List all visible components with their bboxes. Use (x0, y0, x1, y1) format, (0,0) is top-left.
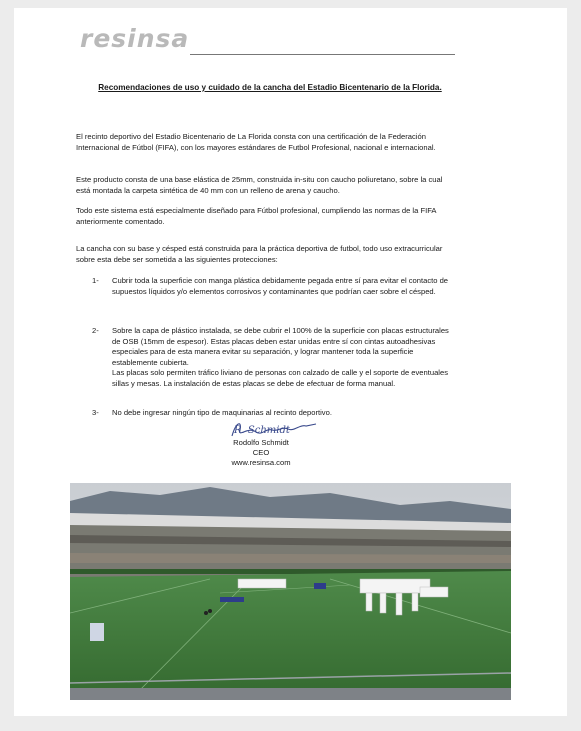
list-number: 2- (92, 326, 99, 335)
company-website: www.resinsa.com (231, 458, 291, 468)
list-text-continued: Las placas solo permiten tráfico liviano de personas con calzado de calle y el soporte de eventuales sillas y mesas. La instalación de estas placas se debe de efectuar de forma manual. (112, 368, 449, 388)
stadium-photo (70, 483, 511, 700)
document-title: Recomendaciones de uso y cuidado de la cancha del Estadio Bicentenario de la Florida. (98, 83, 442, 92)
list-item (92, 326, 454, 390)
list-item (92, 408, 454, 419)
svg-text:R. Schmidt: R. Schmidt (234, 425, 290, 436)
list-number: 3- (92, 408, 99, 417)
list-text: No debe ingresar ningún tipo de maquinarias al recinto deportivo. (112, 408, 332, 417)
system-paragraph: Todo este sistema está especialmente diseñado para Fútbol profesional, cumpliendo las normas de la FIFA anteriormente comentado. (76, 206, 437, 226)
list-text: Cubrir toda la superficie con manga plástica debidamente pegada entre sí para evitar el contacto de supuestos líquidos y/o elementos corrosivos y contaminantes que podrían caer sobre el césped. (112, 276, 449, 296)
intro-paragraph: El recinto deportivo del Estadio Bicentenario de La Florida consta con una certificación de la Federación Internacional de Fútbol (FIFA), con los mayores estándares de Futbol Profesional, nacional e internacional. (76, 132, 436, 152)
signer-name: Rodolfo Schmidt (233, 438, 289, 447)
signer-role: CEO (252, 448, 270, 458)
document-page (14, 8, 567, 716)
product-paragraph: Este producto consta de una base elástica de 25mm, construida in-situ con caucho poliuretano, sobre la cual está montada la carpeta sintética de 40 mm con un relleno de arena y caucho. (76, 175, 443, 195)
resinsa-logo: resinsa (80, 24, 190, 53)
header-rule (190, 54, 455, 55)
list-item (92, 276, 454, 297)
list-text: Sobre la capa de plástico instalada, se debe cubrir el 100% de la superficie con placas estructurales de OSB (15mm de espesor). Estas placas deben estar unidas entre sí con cintas autoadhesivas especiales para de esta manera evitar su separación, y lograr mantener toda la superficie establemente cubierta. (112, 326, 449, 367)
list-number: 1- (92, 276, 99, 285)
signature-block (194, 438, 328, 469)
lead-paragraph: La cancha con su base y césped está construida para la práctica deportiva de futbol, todo uso extracurricular sobre esta debe ser sometida a las siguientes protecciones: (76, 244, 443, 264)
